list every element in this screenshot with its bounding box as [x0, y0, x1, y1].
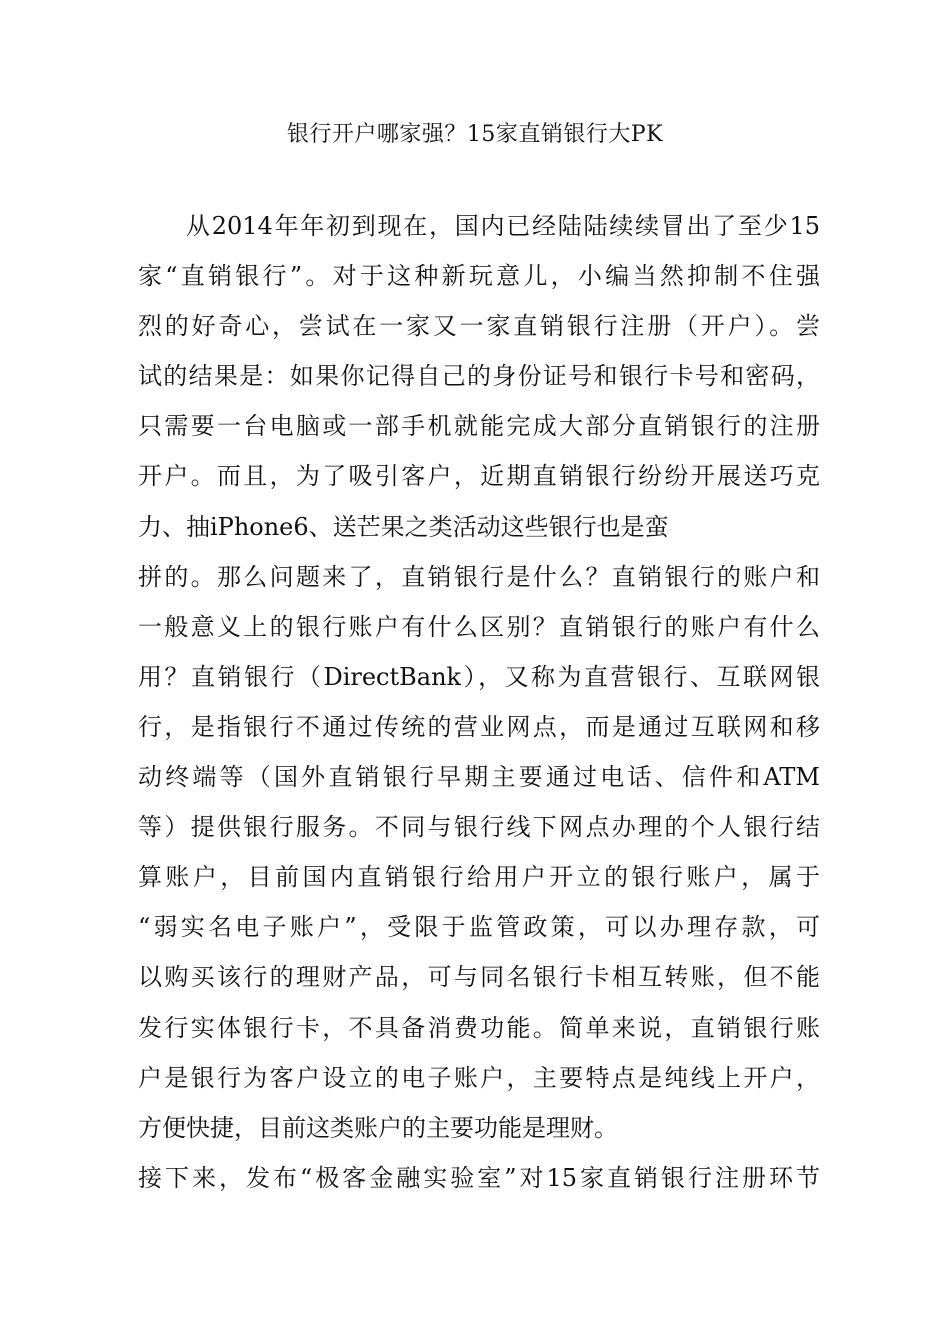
- paragraph-line: 力、抽iPhone6、送芒果之类活动这些银行也是蛮: [138, 512, 669, 541]
- paragraph-line: 用？直销银行（DirectBank），又称为直营银行、互联网银: [138, 662, 820, 691]
- paragraph-line: 拼的。那么问题来了，直销银行是什么？直销银行的账户和: [138, 562, 820, 591]
- paragraph-line: 以购买该行的理财产品，可与同名银行卡相互转账，但不能: [138, 963, 820, 992]
- paragraph-line: 等）提供银行服务。不同与银行线下网点办理的个人银行结: [138, 813, 820, 842]
- paragraph-line: 开户。而且，为了吸引客户，近期直销银行纷纷开展送巧克: [138, 462, 820, 491]
- paragraph-line: 动终端等（国外直销银行早期主要通过电话、信件和ATM: [138, 763, 820, 792]
- document-title: 银行开户哪家强？15家直销银行大PK: [286, 122, 664, 147]
- paragraph-line: 只需要一台电脑或一部手机就能完成大部分直销银行的注册: [138, 412, 820, 441]
- paragraph-line: 户是银行为客户设立的电子账户，主要特点是纯线上开户，: [138, 1063, 820, 1092]
- paragraph-line: 方便快捷，目前这类账户的主要功能是理财。: [138, 1113, 618, 1142]
- paragraph-line: 接下来，发布“极客金融实验室”对15家直销银行注册环节: [138, 1163, 820, 1192]
- document-body: [138, 208, 820, 1210]
- paragraph-line: 发行实体银行卡，不具备消费功能。简单来说，直销银行账: [138, 1013, 820, 1042]
- paragraph-line: 一般意义上的银行账户有什么区别？直销银行的账户有什么: [138, 612, 820, 641]
- paragraph-line: 家“直销银行”。对于这种新玩意儿，小编当然抑制不住强: [138, 262, 820, 291]
- paragraph-line: 试的结果是：如果你记得自己的身份证号和银行卡号和密码，: [138, 362, 820, 391]
- paragraph-line: 行，是指银行不通过传统的营业网点，而是通过互联网和移: [138, 712, 820, 741]
- paragraph-line: “弱实名电子账户”，受限于监管政策，可以办理存款，可: [138, 913, 820, 942]
- paragraph-line: 烈的好奇心，尝试在一家又一家直销银行注册（开户）。尝: [138, 312, 820, 341]
- paragraph-line: 从2014年年初到现在，国内已经陆陆续续冒出了至少15: [186, 212, 820, 240]
- paragraph-line: 算账户，目前国内直销银行给用户开立的银行账户，属于: [138, 863, 820, 892]
